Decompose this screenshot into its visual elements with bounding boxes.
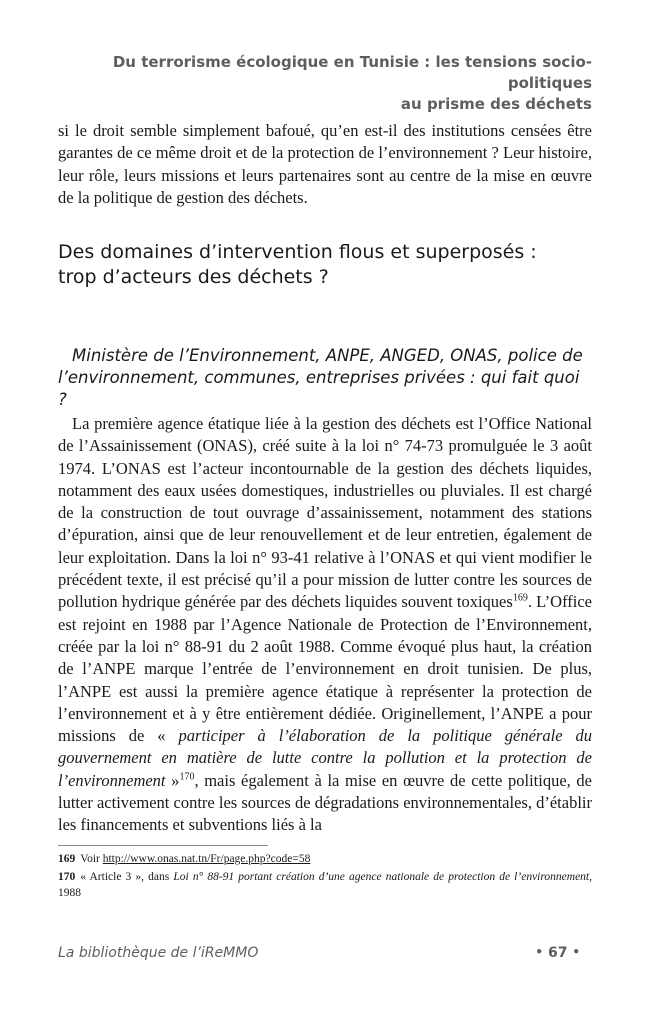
footnote-prefix: « Article 3 », dans <box>80 871 174 883</box>
main-text-part-3: » <box>165 770 180 790</box>
bullet-left: • <box>535 945 544 959</box>
page-number: 67 <box>547 945 568 961</box>
section-heading-line-2: trop d’acteurs des déchets ? <box>58 266 329 288</box>
subsection-heading <box>58 345 592 411</box>
subsection-heading-line-2: l’environnement, communes, entreprises privées : qui fait quoi ? <box>58 368 580 409</box>
section-heading <box>58 240 592 290</box>
footnote-170 <box>58 869 592 901</box>
footnote-prefix: Voir <box>80 853 103 865</box>
footer-publication-name: La bibliothèque de l’iReMMO <box>58 945 259 961</box>
footnote-ref-170[interactable]: 170 <box>179 771 195 783</box>
footnote-link[interactable]: http://www.onas.nat.tn/Fr/page.php?code=58 <box>102 853 311 865</box>
footnote-number: 169 <box>58 853 76 865</box>
footnote-number: 170 <box>58 871 76 883</box>
section-heading-line-1: Des domaines d’intervention flous et superposés : <box>58 241 537 263</box>
quoted-mission: participer à l’élaboration de la politique générale du gouvernement en matière de lutte contre la pollution et la protection de l’environnement <box>58 726 592 790</box>
footnote-title: Loi n° 88-91 portant création d’une agence nationale de protection de l’environnement <box>173 871 590 883</box>
main-text-part-4: , mais également à la mise en œuvre de cette politique, de lutter activement contre les sources de dégradations environnementales, d’établir les financements et subventions liés à la <box>58 770 592 835</box>
running-header <box>32 52 592 115</box>
bullet-right: • <box>572 945 580 959</box>
main-paragraph <box>58 413 592 837</box>
page-footer <box>58 945 592 967</box>
intro-paragraph: si le droit semble simplement bafoué, qu’en est-il des institutions censées être garantes de ce même droit et de la protection de l’environnement ? Leur histoire, leur rôle, leurs missions et leurs partenaires sont au centre de la mise en œuvre de la politique de gestion des déchets. <box>58 121 592 207</box>
footnotes <box>58 851 592 903</box>
footnote-169 <box>58 851 592 867</box>
subsection-heading-line-1: Ministère de l’Environnement, ANPE, ANGED, ONAS, police de <box>72 346 583 365</box>
footnote-divider <box>58 845 268 846</box>
page-number-block <box>535 945 580 961</box>
running-header-line-2: au prisme des déchets <box>400 95 592 113</box>
main-text-part-2: . L’Office est rejoint en 1988 par l’Agence Nationale de Protection de l’Environnement, créée par la loi n° 88-91 du 2 août 1988. Comme évoqué plus haut, la création de l’ANPE marque l’entrée de l’environnement en droit tunisien. De plus, l’ANPE est aussi la première agence étatique à représenter la protection de l’environnement et à y être entièrement dédiée. Originellement, l’ANPE a pour missions de « <box>58 592 592 746</box>
main-text-part-1: La première agence étatique liée à la gestion des déchets est l’Office National de l’Assainissement (ONAS), créé suite à la loi n° 74-73 promulguée le 3 août 1974. L’ONAS est l’acteur incontournable de la gestion des déchets liquides, notamment des eaux usées domestiques, industrielles ou pluviales. Il est chargé de la construction de tout ouvrage d’assainissement, notamment des stations d’épuration, ainsi que de leur renouvellement et de leur entretien, également de leur exploitation. Dans la loi n° 93-41 relative à l’ONAS et qui vient modifier le précédent texte, il est précisé qu’il a pour mission de lutter contre les sources de pollution hydrique générée par des déchets liquides souvent toxiques <box>58 414 592 612</box>
running-header-line-1: Du terrorisme écologique en Tunisie : les tensions socio-politiques <box>112 53 592 92</box>
footnote-ref-169[interactable]: 169 <box>512 592 528 604</box>
footnote-suffix: , 1988 <box>58 871 592 899</box>
